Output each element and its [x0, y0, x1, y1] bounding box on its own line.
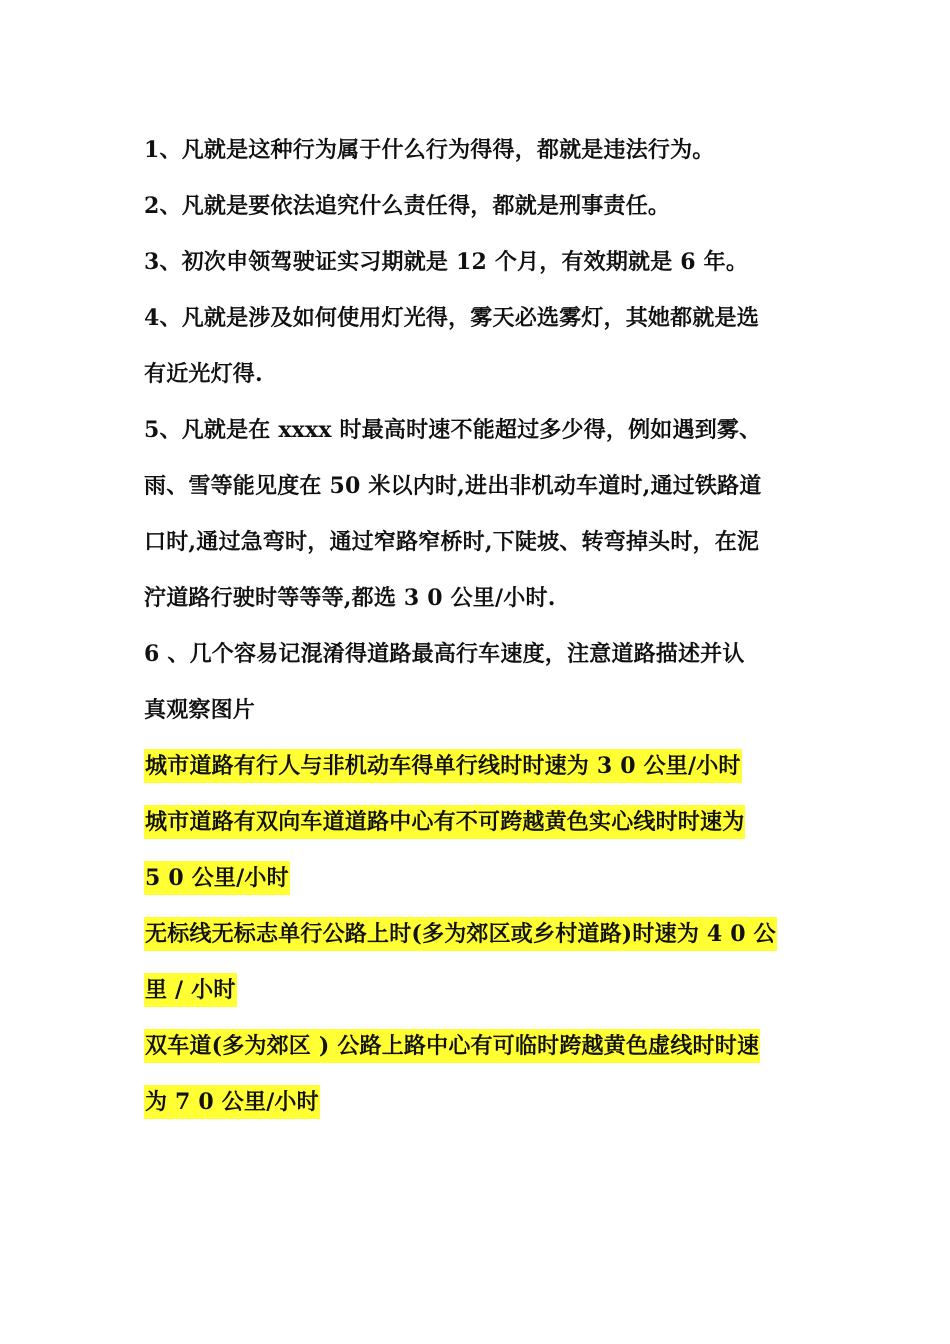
- paragraph-5-line-1: 5、凡就是在 xxxx 时最高时速不能超过多少得，例如遇到雾、: [144, 417, 762, 443]
- highlight-line-2: [144, 794, 810, 850]
- paragraph-4-line-2: 有近光灯得.: [144, 361, 263, 387]
- highlighted-text: 城市道路有行人与非机动车得单行线时时速为 3 0 公里/小时: [144, 749, 742, 783]
- highlight-line-7: [144, 1074, 810, 1130]
- highlight-line-5: [144, 962, 810, 1018]
- paragraph-6-line-2: 真观察图片: [144, 697, 256, 723]
- highlighted-text: 为 7 0 公里/小时: [144, 1085, 320, 1119]
- highlighted-text: 双车道(多为郊区 ) 公路上路中心有可临时跨越黄色虚线时时速: [144, 1029, 760, 1063]
- paragraph-6-line-1: 6 、几个容易记混淆得道路最高行车速度，注意道路描述并认: [144, 641, 745, 667]
- paragraph-2-line: 2、凡就是要依法追究什么责任得，都就是刑事责任。: [144, 193, 671, 219]
- highlight-line-3: [144, 850, 810, 906]
- paragraph-1-line: 1、凡就是这种行为属于什么行为得得，都就是违法行为。: [144, 137, 715, 163]
- highlighted-text: 城市道路有双向车道道路中心有不可跨越黄色实心线时时速为: [144, 805, 745, 839]
- highlighted-text: 里 / 小时: [144, 973, 237, 1007]
- highlight-line-4: [144, 906, 810, 962]
- paragraph-5-line-3: 口时,通过急弯时，通过窄路窄桥时,下陡坡、转弯掉头时，在泥: [144, 529, 760, 555]
- highlighted-text: 无标线无标志单行公路上时(多为郊区或乡村道路)时速为 4 0 公: [144, 917, 777, 951]
- highlight-line-1: [144, 738, 810, 794]
- paragraph-3-line: 3、初次申领驾驶证实习期就是 12 个月，有效期就是 6 年。: [144, 249, 749, 275]
- paragraph-5-line-2: 雨、雪等能见度在 50 米以内时,进出非机动车道时,通过铁路道: [144, 473, 762, 499]
- paragraph-5-line-4: 泞道路行驶时等等等,都选 3 0 公里/小时.: [144, 585, 556, 611]
- highlighted-text: 5 0 公里/小时: [144, 861, 290, 895]
- paragraph-4-line-1: 4、凡就是涉及如何使用灯光得，雾天必选雾灯，其她都就是选: [144, 305, 759, 331]
- highlight-line-6: [144, 1018, 810, 1074]
- document-body: [144, 122, 810, 1130]
